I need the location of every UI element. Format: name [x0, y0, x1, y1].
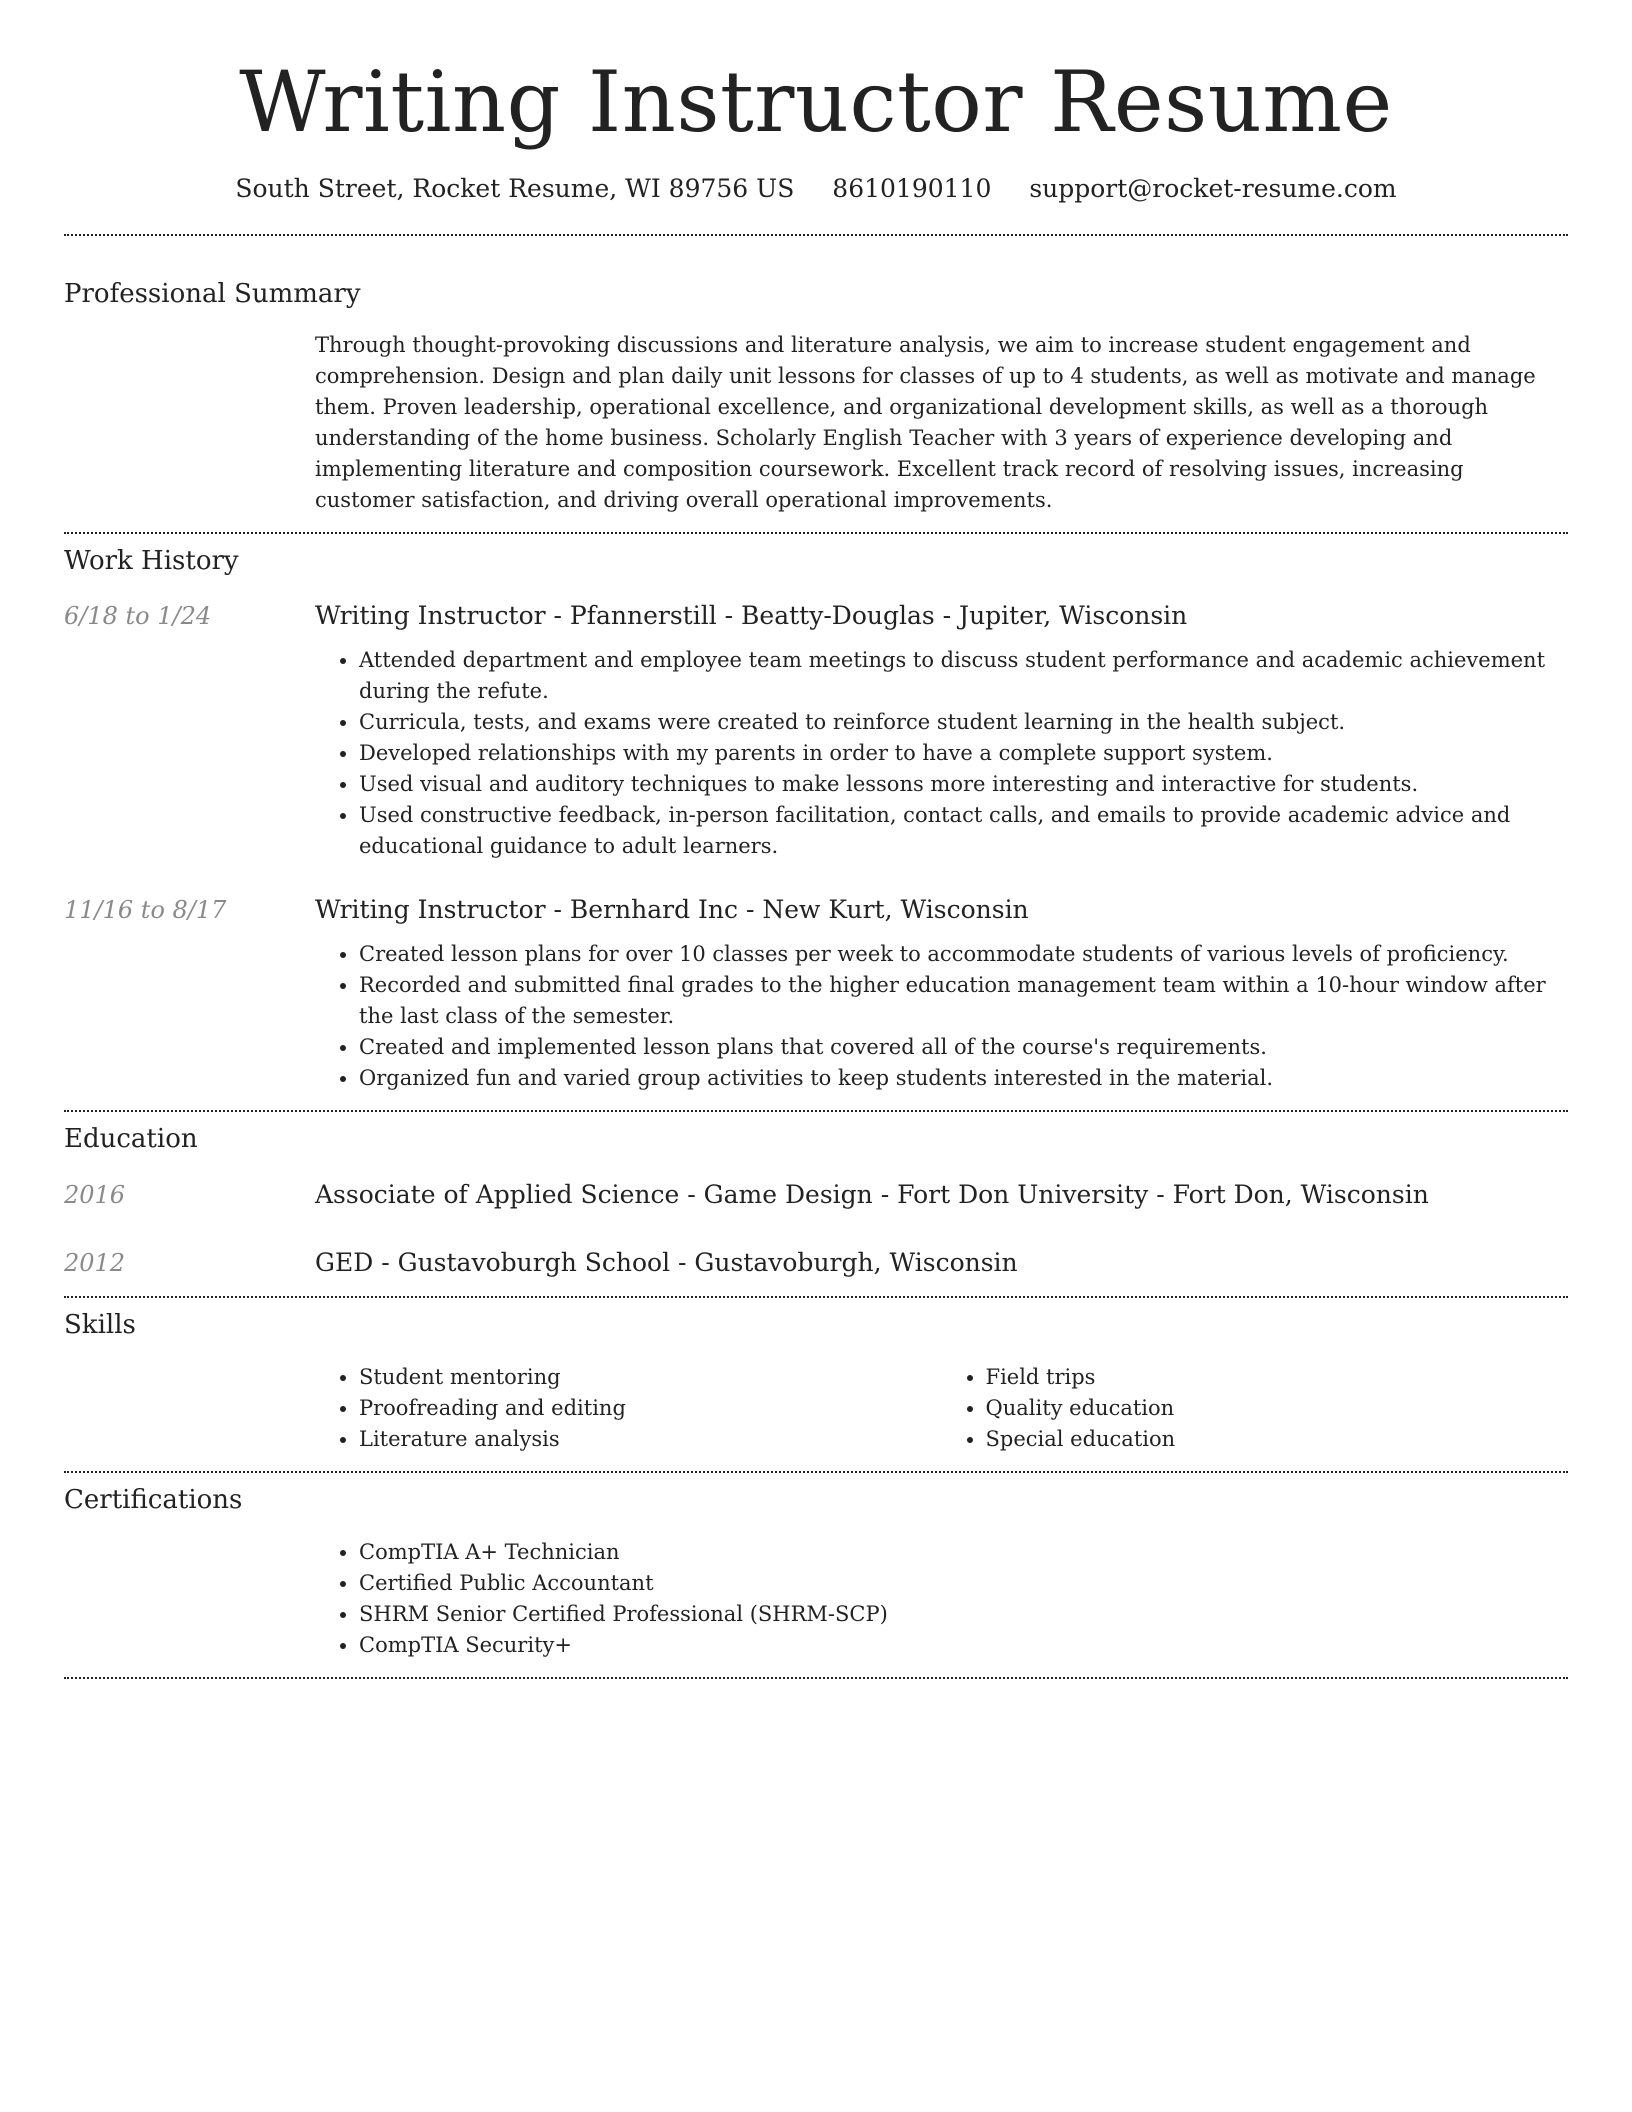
education-details: - Fort Don University - Fort Don, Wisconsin [872, 1180, 1429, 1209]
job-role: Writing Instructor [315, 601, 546, 630]
skill-item: • Student mentoring [359, 1362, 942, 1393]
certification-item: • CompTIA A+ Technician [359, 1537, 1568, 1568]
certification-item: • CompTIA Security+ [359, 1630, 1568, 1661]
resume-title: Writing Instructor Resume [239, 53, 1393, 151]
work-heading: Work History [64, 546, 239, 576]
education-entry [64, 1178, 1568, 1212]
contact-phone: 8610190110 [832, 174, 992, 203]
job-entry [64, 599, 1568, 862]
job-bullet: • Used visual and auditory techniques to make lessons more interesting and interactive for students. [359, 769, 1568, 800]
job-bullet: • Recorded and submitted final grades to the higher education management team within a 10-hour window after the last class of the semester. [359, 970, 1568, 1032]
skills-column-right [942, 1362, 1569, 1455]
work-section [64, 544, 1568, 1094]
job-header [64, 599, 1568, 633]
job-entry [64, 893, 1568, 1094]
certifications-heading: Certifications [64, 1485, 243, 1515]
divider [64, 1296, 1568, 1298]
job-title [315, 599, 1187, 633]
job-details: - Pfannerstill - Beatty-Douglas - Jupiter, Wisconsin [545, 601, 1188, 630]
education-heading: Education [64, 1124, 198, 1154]
job-bullet: • Curricula, tests, and exams were created to reinforce student learning in the health subject. [359, 707, 1568, 738]
summary-text: Through thought-provoking discussions and literature analysis, we aim to increase student engagement and comprehension. Design and plan daily unit lessons for classes of up to 4 students, as well as motivate and manage them. Proven leadership, operational excellence, and organizational development skills, as well as a thorough understanding of the home business. Scholarly English Teacher with 3 years of experience developing and implementing literature and composition coursework. Excellent track record of resolving issues, increasing customer satisfaction, and driving overall operational improvements. [315, 333, 1536, 512]
job-bullet: • Organized fun and varied group activities to keep students interested in the material. [359, 1063, 1568, 1094]
contact-email: support@rocket-resume.com [1029, 174, 1397, 203]
skill-item: • Proofreading and editing [359, 1393, 942, 1424]
job-bullet: • Developed relationships with my parents in order to have a complete support system. [359, 738, 1568, 769]
divider [64, 1471, 1568, 1473]
certifications-list [315, 1537, 1568, 1661]
certifications-section [64, 1483, 1568, 1661]
skill-item: • Quality education [986, 1393, 1569, 1424]
contact-line [64, 172, 1568, 206]
certification-item: • Certified Public Accountant [359, 1568, 1568, 1599]
skill-item: • Literature analysis [359, 1424, 942, 1455]
job-details: - Bernhard Inc - New Kurt, Wisconsin [545, 895, 1029, 924]
job-bullet: • Created lesson plans for over 10 classes per week to accommodate students of various levels of proficiency. [359, 939, 1568, 970]
education-title [315, 1246, 1018, 1280]
job-dates: 11/16 to 8/17 [64, 896, 227, 924]
education-degree: Associate of Applied Science - Game Design [315, 1180, 873, 1209]
education-entry [64, 1246, 1568, 1280]
job-title [315, 893, 1029, 927]
education-title [315, 1178, 1429, 1212]
skill-item: • Field trips [986, 1362, 1569, 1393]
summary-heading: Professional Summary [64, 279, 361, 309]
skills-column-left [315, 1362, 942, 1455]
certification-item: • SHRM Senior Certified Professional (SHRM-SCP) [359, 1599, 1568, 1630]
skills-heading: Skills [64, 1310, 136, 1340]
education-degree: GED [315, 1248, 374, 1277]
divider [64, 532, 1568, 534]
job-bullets [315, 645, 1568, 862]
skills-section [64, 1308, 1568, 1455]
skills-list [315, 1362, 1568, 1455]
job-header [64, 893, 1568, 927]
contact-address: South Street, Rocket Resume, WI 89756 US [235, 174, 795, 203]
skill-item: • Special education [986, 1424, 1569, 1455]
job-bullets [315, 939, 1568, 1094]
education-details: - Gustavoburgh School - Gustavoburgh, Wisconsin [373, 1248, 1018, 1277]
summary-section [64, 277, 1568, 516]
job-bullet: • Created and implemented lesson plans that covered all of the course's requirements. [359, 1032, 1568, 1063]
education-year: 2012 [64, 1249, 126, 1277]
job-bullet: • Attended department and employee team meetings to discuss student performance and academic achievement during the refute. [359, 645, 1568, 707]
divider [64, 1677, 1568, 1679]
job-role: Writing Instructor [315, 895, 546, 924]
divider [64, 234, 1568, 236]
job-dates: 6/18 to 1/24 [64, 602, 212, 630]
education-section [64, 1122, 1568, 1280]
summary-content [315, 330, 1568, 516]
job-bullet: • Used constructive feedback, in-person facilitation, contact calls, and emails to provide academic advice and educational guidance to adult learners. [359, 800, 1568, 862]
education-year: 2016 [64, 1181, 126, 1209]
resume-page [64, 0, 1568, 1679]
divider [64, 1110, 1568, 1112]
